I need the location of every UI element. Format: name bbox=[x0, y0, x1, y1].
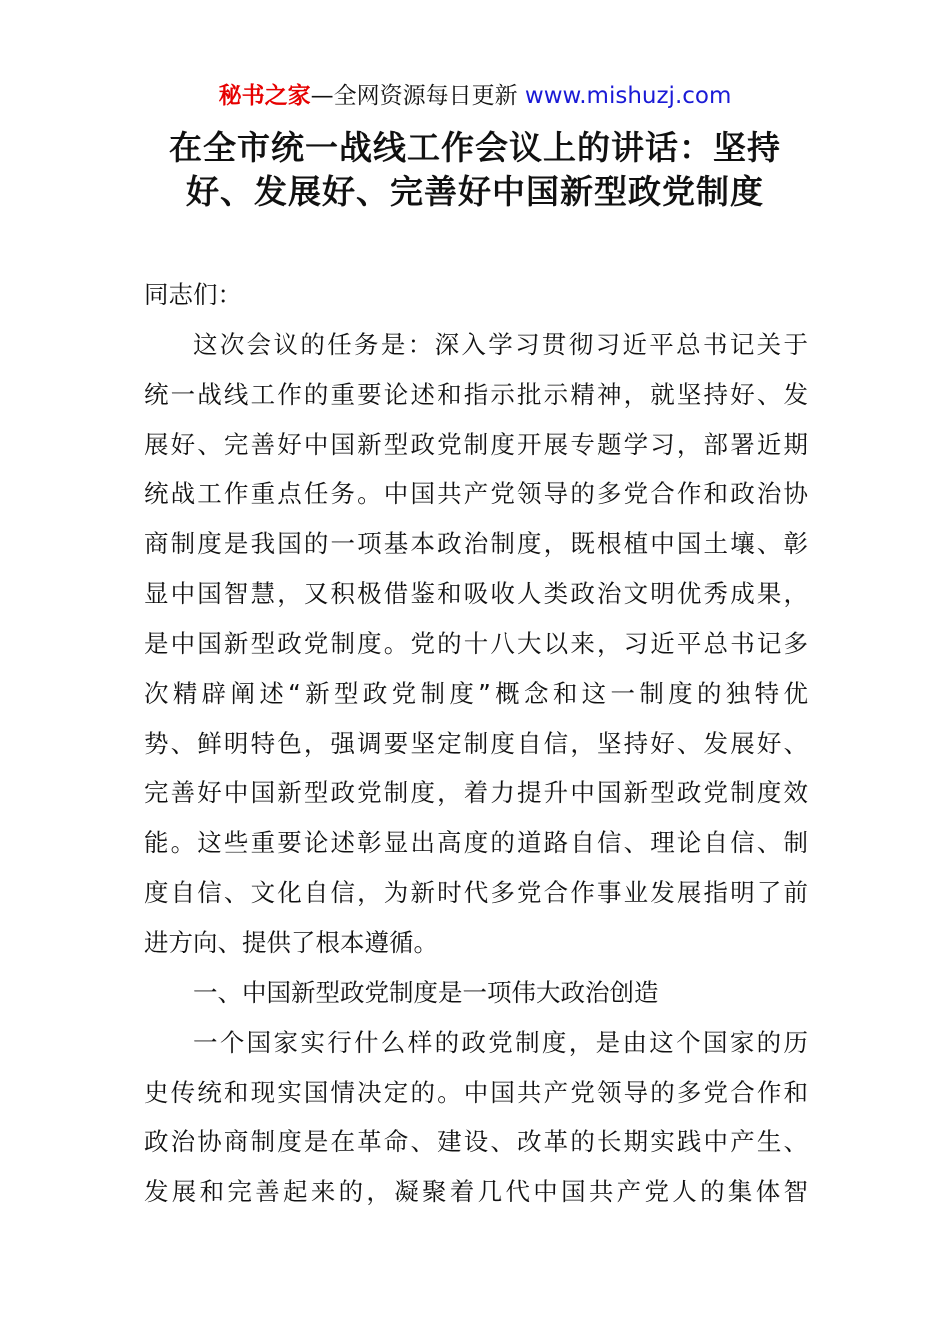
paragraph-line: 势、鲜明特色，强调要坚定制度自信，坚持好、发展好、 bbox=[144, 728, 808, 758]
site-brand: 秘书之家 bbox=[218, 83, 311, 109]
site-url-link[interactable]: www.mishuzj.com bbox=[524, 83, 732, 109]
paragraph-line: 统战工作重点任务。中国共产党领导的多党合作和政治协 bbox=[144, 479, 808, 509]
salutation: 同志们： bbox=[144, 280, 242, 309]
document-title bbox=[140, 126, 810, 214]
paragraph-line: 这次会议的任务是：深入学习贯彻习近平总书记关于 bbox=[193, 329, 808, 359]
paragraph-line: 史传统和现实国情决定的。中国共产党领导的多党合作和 bbox=[144, 1077, 808, 1107]
paragraph-line: 统一战线工作的重要论述和指示批示精神，就坚持好、发 bbox=[144, 379, 808, 409]
paragraph-line: 一个国家实行什么样的政党制度，是由这个国家的历 bbox=[193, 1027, 808, 1057]
paragraph-line: 完善好中国新型政党制度，着力提升中国新型政党制度效 bbox=[144, 778, 808, 808]
paragraph-line: 展好、完善好中国新型政党制度开展专题学习，部署近期 bbox=[144, 429, 808, 459]
paragraph-line: 显中国智慧，又积极借鉴和吸收人类政治文明优秀成果， bbox=[144, 579, 808, 609]
paragraph-line: 发展和完善起来的，凝聚着几代中国共产党人的集体智 bbox=[144, 1177, 808, 1207]
paragraph-line: 度自信、文化自信，为新时代多党合作事业发展指明了前 bbox=[144, 878, 808, 908]
paragraph-line: 能。这些重要论述彰显出高度的道路自信、理论自信、制 bbox=[144, 828, 808, 858]
title-line-1: 在全市统一战线工作会议上的讲话：坚持 bbox=[169, 128, 781, 167]
paragraph-line: 是中国新型政党制度。党的十八大以来，习近平总书记多 bbox=[144, 628, 808, 658]
paragraph-line: 进方向、提供了根本遵循。 bbox=[144, 927, 438, 957]
paragraph-line: 商制度是我国的一项基本政治制度，既根植中国土壤、彰 bbox=[144, 529, 808, 559]
site-tagline: —全网资源每日更新 bbox=[310, 83, 518, 109]
paragraph-line: 政治协商制度是在革命、建设、改革的长期实践中产生、 bbox=[144, 1127, 808, 1157]
paragraph-line: 次精辟阐述“新型政党制度”概念和这一制度的独特优 bbox=[144, 678, 808, 708]
title-line-2: 好、发展好、完善好中国新型政党制度 bbox=[186, 172, 764, 211]
document-body bbox=[144, 270, 808, 1217]
section-heading: 一、中国新型政党制度是一项伟大政治创造 bbox=[193, 977, 659, 1007]
site-header bbox=[0, 80, 950, 112]
